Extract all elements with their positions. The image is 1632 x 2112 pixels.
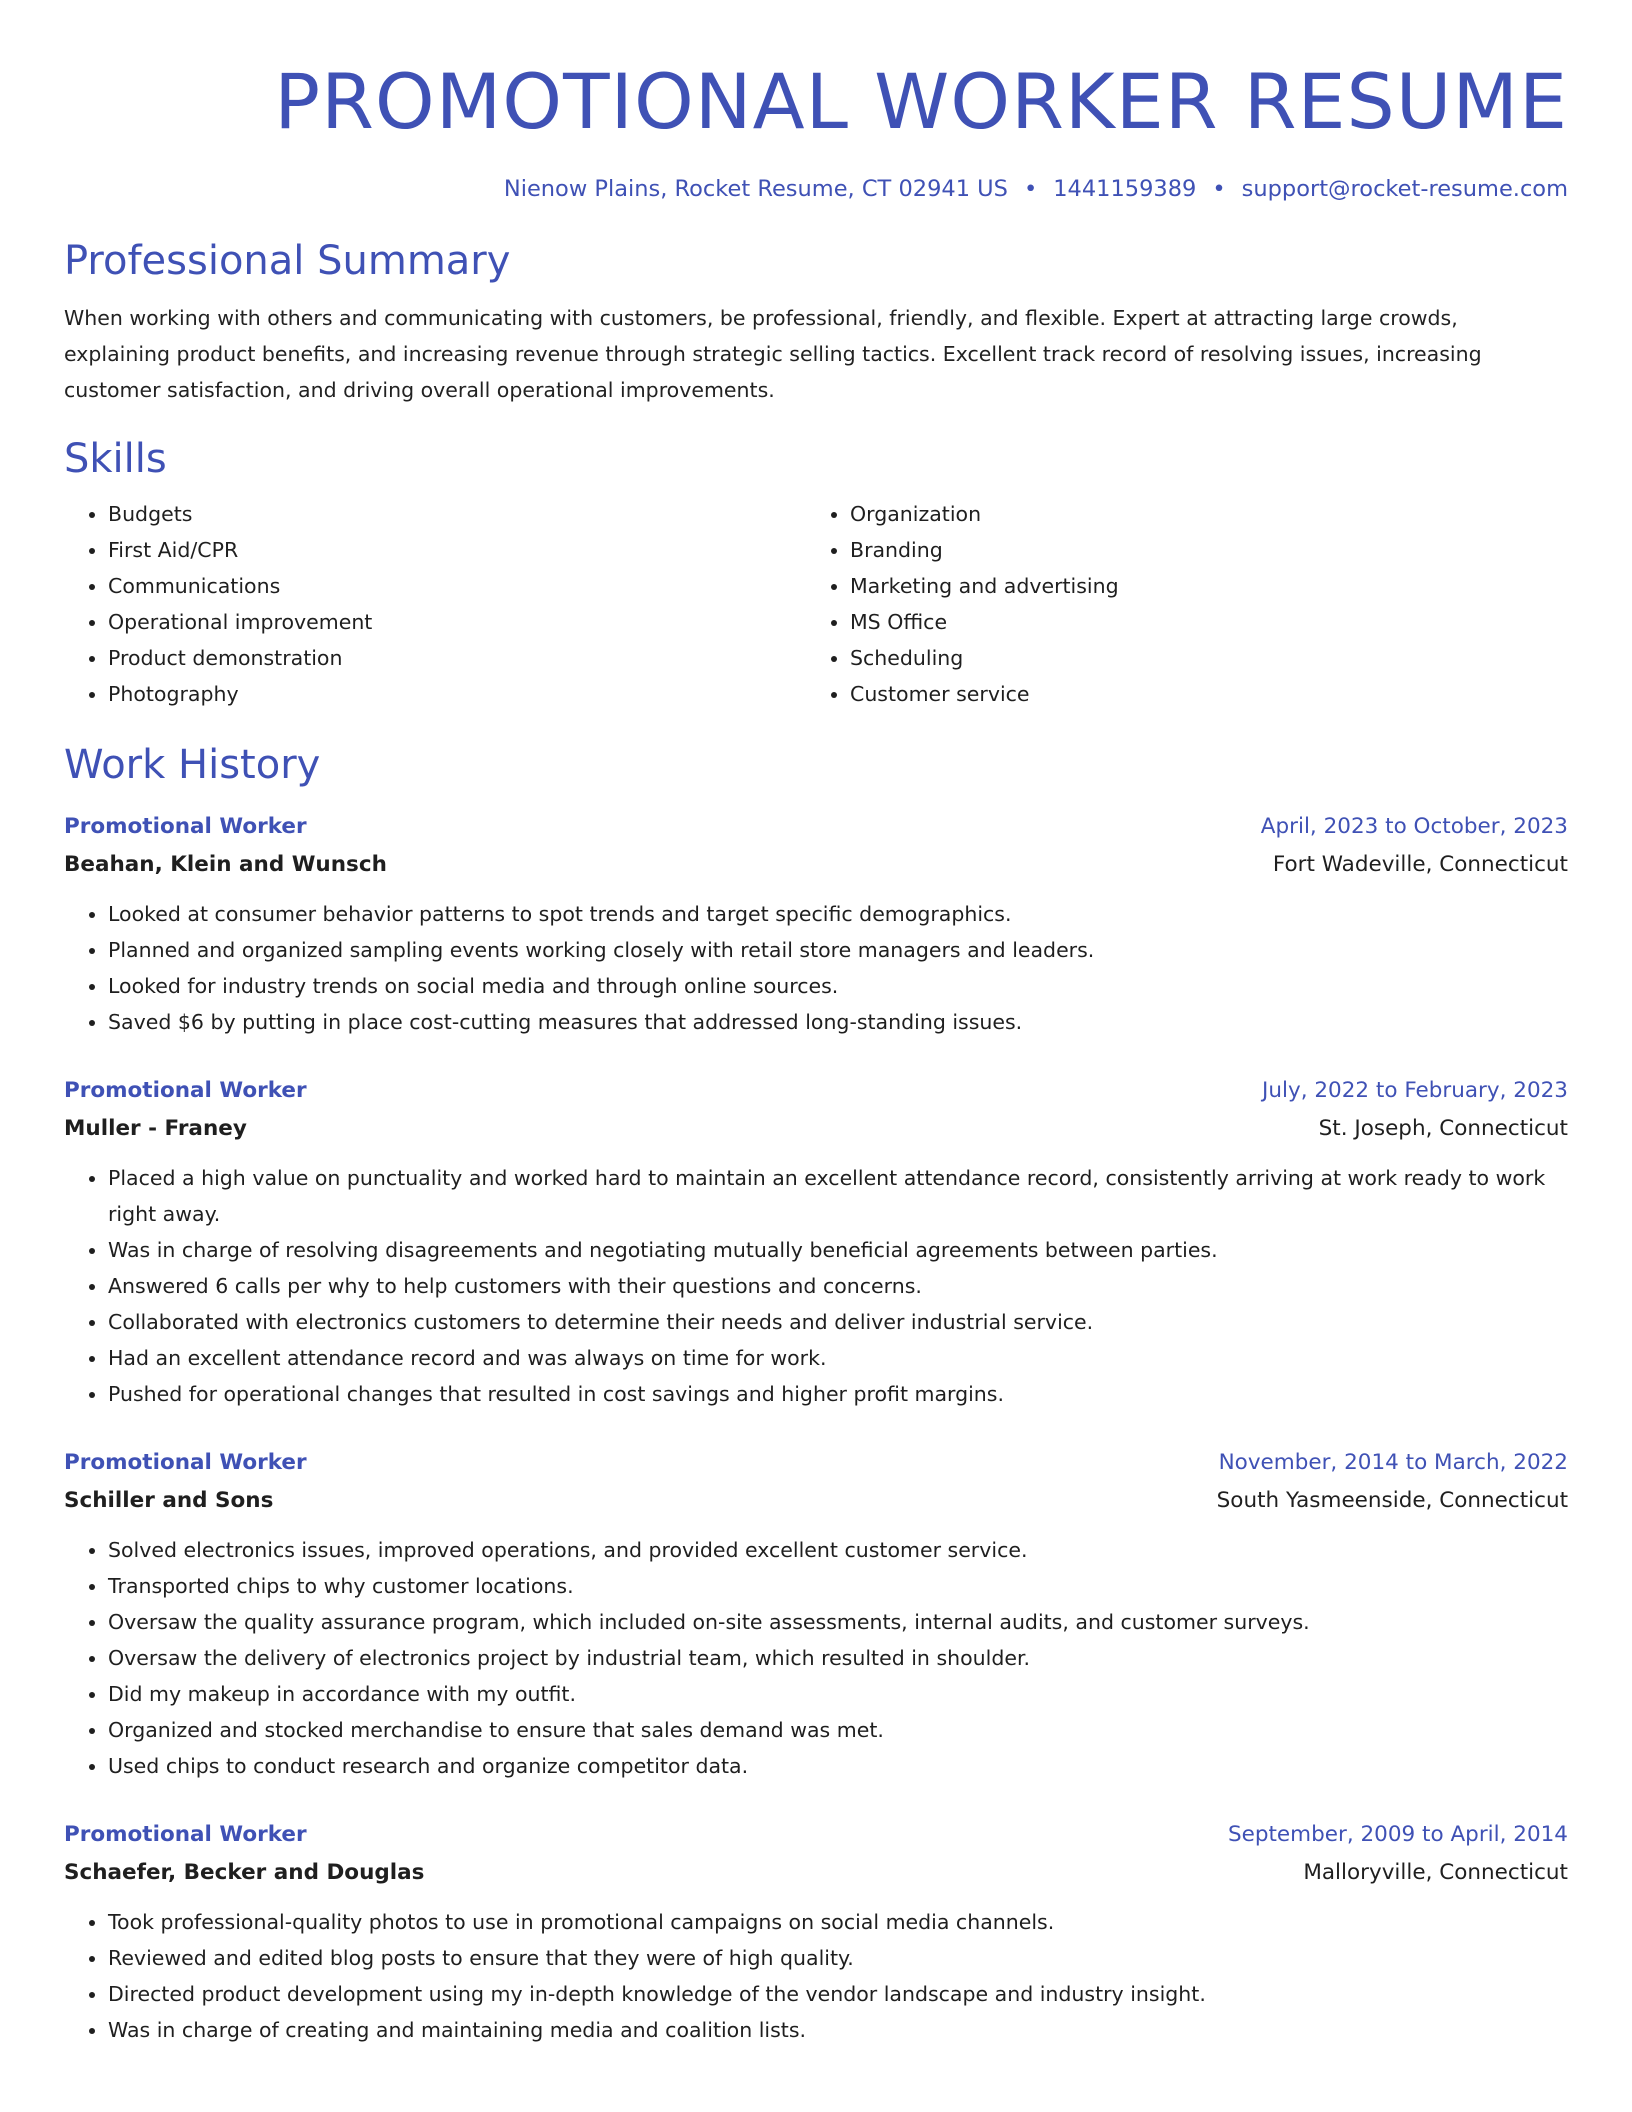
job-location: Malloryville, Connecticut	[1303, 1860, 1568, 1885]
skill-item: • Marketing and advertising	[850, 568, 1568, 604]
contact-line	[64, 174, 1568, 204]
job-header-row	[64, 1072, 1568, 1110]
job-bullet: • Reviewed and edited blog posts to ensure that they were of high quality.	[108, 1940, 1568, 1976]
job-entry	[64, 1816, 1568, 2048]
resume-title: PROMOTIONAL WORKER RESUME	[274, 57, 1568, 146]
job-header-row	[64, 1816, 1568, 1854]
job-company: Beahan, Klein and Wunsch	[64, 852, 387, 877]
job-bullet: • Solved electronics issues, improved operations, and provided excellent customer service.	[108, 1532, 1568, 1568]
contact-separator: •	[1023, 176, 1038, 202]
contact-phone: 1441159389	[1053, 176, 1197, 202]
skill-item: • First Aid/CPR	[108, 532, 806, 568]
job-company: Schaefer, Becker and Douglas	[64, 1860, 425, 1885]
job-bullet: • Organized and stocked merchandise to ensure that sales demand was met.	[108, 1712, 1568, 1748]
skill-item: • MS Office	[850, 604, 1568, 640]
job-location: St. Joseph, Connecticut	[1318, 1116, 1568, 1141]
job-dates: November, 2014 to March, 2022	[1218, 1450, 1568, 1475]
summary-heading: Professional Summary	[64, 238, 511, 284]
job-bullet: • Answered 6 calls per why to help customers with their questions and concerns.	[108, 1268, 1568, 1304]
job-bullet: • Transported chips to why customer locations.	[108, 1568, 1568, 1604]
skill-item: • Product demonstration	[108, 640, 806, 676]
job-bullet: • Was in charge of creating and maintaining media and coalition lists.	[108, 2012, 1568, 2048]
job-bullet: • Planned and organized sampling events working closely with retail store managers and leaders.	[108, 932, 1568, 968]
job-bullet: • Looked at consumer behavior patterns to spot trends and target specific demographics.	[108, 896, 1568, 932]
job-dates: September, 2009 to April, 2014	[1227, 1822, 1568, 1847]
job-title: Promotional Worker	[64, 1822, 307, 1847]
job-company: Muller - Franey	[64, 1116, 247, 1141]
job-bullet: • Did my makeup in accordance with my outfit.	[108, 1676, 1568, 1712]
job-bullets	[64, 1160, 1568, 1412]
skill-item: • Customer service	[850, 676, 1568, 712]
job-bullet: • Saved $6 by putting in place cost-cutting measures that addressed long-standing issues.	[108, 1004, 1568, 1040]
job-entry	[64, 808, 1568, 1040]
skill-item: • Branding	[850, 532, 1568, 568]
job-dates: July, 2022 to February, 2023	[1262, 1078, 1568, 1103]
skill-item: • Budgets	[108, 496, 806, 532]
skill-item: • Communications	[108, 568, 806, 604]
job-title: Promotional Worker	[64, 814, 307, 839]
job-entry	[64, 1444, 1568, 1784]
job-employer-row	[64, 1110, 1568, 1148]
job-bullet: • Placed a high value on punctuality and worked hard to maintain an excellent attendance record, consistently arriving at work ready to work right away.	[108, 1160, 1568, 1232]
job-bullet: • Looked for industry trends on social media and through online sources.	[108, 968, 1568, 1004]
job-header-row	[64, 808, 1568, 846]
job-employer-row	[64, 1854, 1568, 1892]
job-title: Promotional Worker	[64, 1450, 307, 1475]
job-bullet: • Used chips to conduct research and organize competitor data.	[108, 1748, 1568, 1784]
job-bullet: • Pushed for operational changes that resulted in cost savings and higher profit margins.	[108, 1376, 1568, 1412]
skill-item: • Photography	[108, 676, 806, 712]
job-bullet: • Directed product development using my in-depth knowledge of the vendor landscape and industry insight.	[108, 1976, 1568, 2012]
job-bullets	[64, 896, 1568, 1040]
contact-address: Nienow Plains, Rocket Resume, CT 02941 US	[503, 176, 1008, 202]
job-dates: April, 2023 to October, 2023	[1260, 814, 1568, 839]
skills-column-right	[806, 496, 1568, 712]
job-bullet: • Oversaw the delivery of electronics project by industrial team, which resulted in shoulder.	[108, 1640, 1568, 1676]
skills-list	[64, 496, 1568, 712]
contact-email: support@rocket-resume.com	[1241, 176, 1568, 202]
job-bullet: • Collaborated with electronics customers to determine their needs and deliver industrial service.	[108, 1304, 1568, 1340]
job-bullet: • Oversaw the quality assurance program, which included on-site assessments, internal audits, and customer surveys.	[108, 1604, 1568, 1640]
work-history-heading: Work History	[64, 742, 321, 788]
skill-item: • Scheduling	[850, 640, 1568, 676]
skills-heading: Skills	[64, 436, 167, 482]
skill-item: • Operational improvement	[108, 604, 806, 640]
job-company: Schiller and Sons	[64, 1488, 274, 1513]
job-bullet: • Took professional-quality photos to use in promotional campaigns on social media channels.	[108, 1904, 1568, 1940]
skill-item: • Organization	[850, 496, 1568, 532]
job-location: South Yasmeenside, Connecticut	[1216, 1488, 1568, 1513]
job-title: Promotional Worker	[64, 1078, 307, 1103]
job-location: Fort Wadeville, Connecticut	[1272, 852, 1568, 877]
skills-column-left	[64, 496, 806, 712]
job-bullet: • Was in charge of resolving disagreements and negotiating mutually beneficial agreements between parties.	[108, 1232, 1568, 1268]
job-bullet: • Had an excellent attendance record and was always on time for work.	[108, 1340, 1568, 1376]
contact-separator: •	[1212, 176, 1226, 202]
job-header-row	[64, 1444, 1568, 1482]
job-bullets	[64, 1532, 1568, 1784]
resume-page	[64, 0, 1568, 2048]
summary-text: When working with others and communicating with customers, be professional, friendly, and flexible. Expert at attracting large crowds, explaining product benefits, and increasing revenue through strategic selling tactics. Excellent track record of resolving issues, increasing customer satisfaction, and driving overall operational improvements.	[64, 306, 1482, 402]
job-entry	[64, 1072, 1568, 1412]
job-bullets	[64, 1904, 1568, 2048]
job-employer-row	[64, 846, 1568, 884]
job-employer-row	[64, 1482, 1568, 1520]
